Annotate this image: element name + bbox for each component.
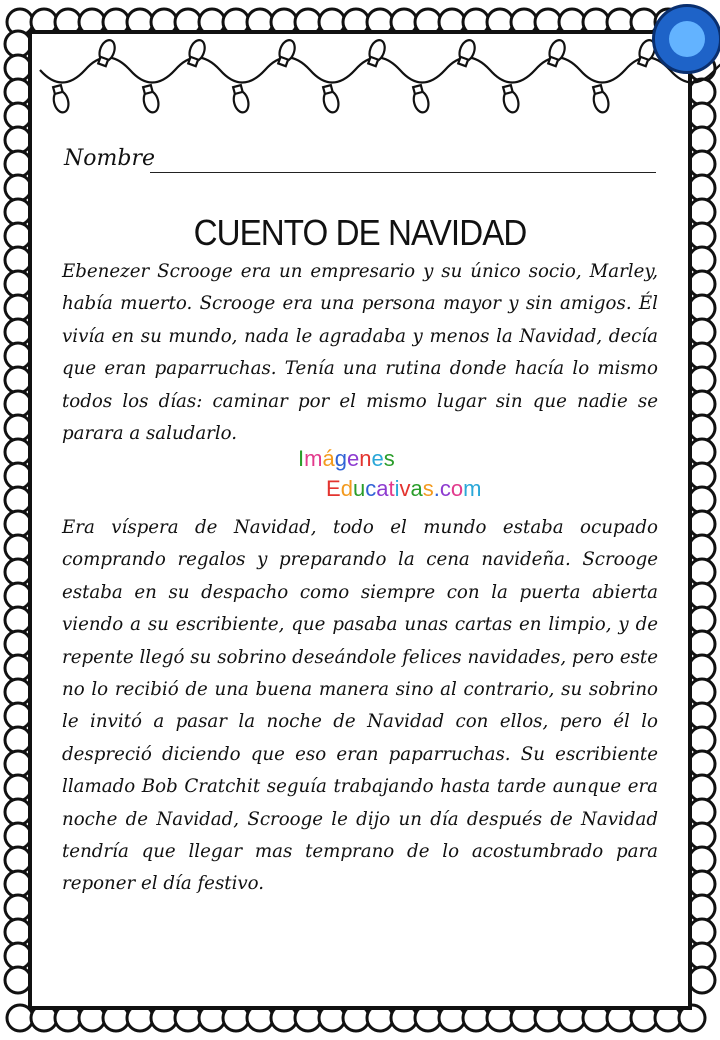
page-title: CUENTO DE NAVIDAD [193, 212, 527, 253]
story-paragraph-1: Ebenezer Scrooge era un empresario y su único socio, Marley, había muerto. Scrooge era una persona mayor y sin amigos. Él vivía en su mundo, nada le agradaba y menos la Navidad, decía que eran paparruchas. Tenía una rutina donde hacía lo mismo todos los días: caminar por el mismo lugar sin que nadie se parara a saludarlo. [62, 261, 658, 445]
watermark-line-2: Educativas.com [326, 476, 482, 501]
watermark-line-1: Imágenes [298, 446, 395, 471]
name-writing-line [150, 172, 656, 173]
name-field [64, 146, 656, 178]
story-paragraph-2: Era víspera de Navidad, todo el mundo estaba ocupado comprando regalos y preparando la cena navideña. Scrooge estaba en su despacho como siempre con la puerta abierta viendo a su escribiente, que pasaba unas cartas en limpio, y de repente llegó su sobrino deseándole felices navidades, pero este no lo recibió de una buena manera sino al contrario, su sobrino le invitó a pasar la noche de Navidad con ellos, pero él lo despreció diciendo que eso eran paparruchas. Su escribiente llamado Bob Cratchit seguía trabajando hasta tarde aunque era noche de Navidad, Scrooge le dijo un día después de Navidad tendría que llegar mas temprano de lo acostumbrado para reponer el día festivo. [62, 517, 658, 895]
name-label: Nombre [64, 146, 155, 171]
site-logo-badge-icon [652, 4, 720, 74]
